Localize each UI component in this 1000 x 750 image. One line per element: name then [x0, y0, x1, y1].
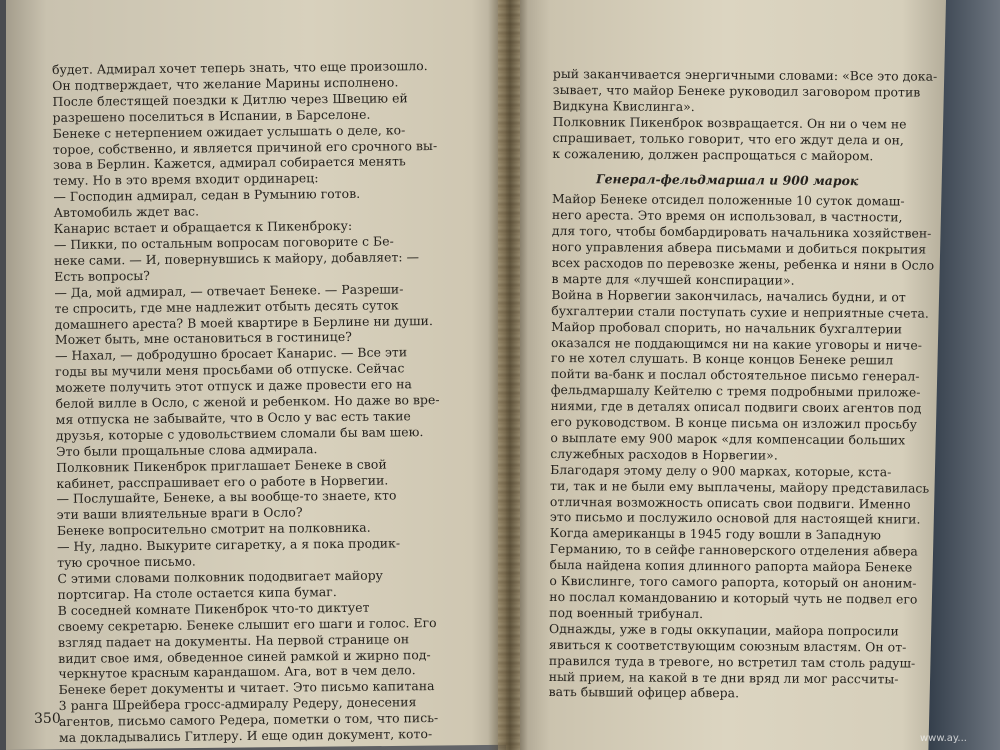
text-line: тую срочное письмо.	[57, 553, 196, 571]
text-line: Может быть, мне остановиться в гостинице?	[54, 329, 352, 348]
text-line: агентов, письмо самого Редера, пометки о том, что пись-	[58, 710, 439, 730]
text-line: фельдмаршалу Кейтелю с тремя подробными приложе-	[550, 382, 921, 400]
text-line: После блестящей поездки к Дитлю через Швецию ей	[52, 90, 408, 109]
text-line: Он подтверждает, что желание Марины исполнено.	[52, 74, 399, 93]
text-line: Автомобиль ждет вас.	[53, 203, 200, 221]
text-line: под военный трибунал.	[549, 604, 704, 621]
text-line: — Ну, ладно. Выкурите сигаретку, а я пока продик-	[56, 535, 401, 555]
text-line: С этими словами полковник пододвигает майору	[57, 567, 384, 586]
text-line: ного управления абвера письмами и добиться покрытия	[551, 239, 927, 257]
text-line: Майор Бенеке отсидел положенные 10 суток домаш-	[552, 191, 905, 209]
watermark: www.ay...	[920, 733, 967, 744]
text-line: Полковник Пикенброк возвращается. Он ни о чем не	[552, 113, 907, 132]
text-line: будет. Адмирал хочет теперь знать, что еще произошло.	[52, 58, 428, 77]
text-line: всех расходов по перевозке жены, ребенка и няни в Осло	[551, 254, 935, 273]
text-line: разрешено поселиться в Испании, в Барселоне.	[52, 106, 371, 125]
text-line: это письмо и послужило основой для настоящей книги.	[549, 509, 921, 528]
right-page-text-top	[552, 66, 938, 164]
text-line: — Послушайте, Бенеке, а вы вообще-то знаете, кто	[56, 487, 397, 507]
text-line: но послал командованию и который чуть не подвел его	[549, 588, 918, 607]
text-line: Видкуна Квислинга».	[552, 97, 695, 114]
text-line: кабинет, расспрашивает его о работе в Норвегии.	[56, 472, 389, 491]
text-line: друзья, которые с удовольствием сломали бы вам шею.	[55, 423, 424, 443]
text-line: Война в Норвегии закончилась, начались будни, и от	[551, 286, 906, 305]
text-line: — Нахал, — добродушно бросает Канарис. — Все эти	[54, 344, 408, 364]
text-line: Бенеке с нетерпением ожидает услышать о деле, ко-	[52, 121, 406, 141]
left-page-text	[52, 57, 489, 745]
text-line: ниями, где в деталях описал подвиги своих агентов под	[550, 398, 922, 416]
section-heading: Генерал-фельдмаршал и 900 марок	[595, 171, 859, 189]
text-line: тему. Но в это время входит ординарец:	[53, 170, 319, 189]
text-line: ма докладывались Гитлеру. И еще один документ, кото-	[58, 726, 433, 746]
text-line: видит свое имя, обведенное синей рамкой и жирно под-	[58, 646, 431, 666]
text-line: Когда американцы в 1945 году вошли в Западную	[549, 525, 882, 543]
text-line: — Пикки, по остальным вопросам поговорите с Бе-	[53, 233, 394, 252]
text-line: Германию, то в сейфе ганноверского отделения абвера	[549, 541, 918, 559]
text-line: зова в Берлин. Кажется, адмирал собирается менять	[52, 153, 406, 173]
text-line: спрашивает, только говорит, что его ждут дела и он,	[552, 129, 905, 148]
text-line: служебных расходов в Норвегии».	[550, 445, 778, 463]
text-line: вать бывший офицер абвера.	[548, 684, 740, 701]
text-line: в марте для «лучшей конспирации».	[551, 270, 795, 288]
text-line: те спросить, где мне надлежит отбыть десять суток	[54, 296, 399, 316]
text-line: портсигар. На столе остается кипа бумаг.	[57, 583, 337, 602]
text-line: годы вы мучили меня просьбами об отпуске. Сейчас	[55, 360, 405, 380]
text-line: явиться к соответствующим союзным властям. Он от-	[548, 636, 907, 655]
text-line: Это были прощальные слова адмирала.	[55, 440, 318, 459]
text-line: Майор пробовал спорить, но начальник бухгалтерии	[551, 318, 903, 337]
text-line: Есть вопросы?	[54, 267, 151, 284]
text-line: — Да, мой адмирал, — отвечает Бенеке. — Разреши-	[54, 281, 404, 300]
text-line: домашнего ареста? В моей квартире в Берлине ни души.	[54, 312, 434, 332]
text-line: можете получить этот отпуск и даже провести его на	[55, 376, 413, 396]
text-line: отличная возможность описать свои подвиги. Именно	[549, 493, 911, 512]
text-line: его руководством. В конце письма он изложил просьбу	[550, 414, 918, 432]
text-line: зывает, что майор Бенеке руководил заговором против	[552, 81, 921, 100]
right-page-text-bottom	[548, 191, 935, 702]
text-line: правился туда в тревоге, но встретил там столь радуш-	[548, 652, 916, 671]
text-line: эти ваши влиятельные враги в Осло?	[56, 504, 303, 523]
text-line: для того, чтобы бомбардировать начальника хозяйствен-	[551, 223, 932, 241]
text-line: рый заканчивается энергичными словами: «Все это дока-	[552, 66, 938, 84]
text-line: своему секретарю. Бенеке слышит его шаги и голос. Его	[57, 614, 437, 634]
text-line: неке сами. — И, повернувшись к майору, добавляет: —	[53, 249, 420, 268]
text-line: о выплате ему 900 марок «для компенсации больших	[550, 429, 906, 448]
text-line: Полковник Пикенброк приглашает Бенеке в свой	[56, 456, 387, 475]
text-line: — Господин адмирал, седан в Румынию готов.	[53, 186, 361, 205]
right-page-text	[548, 66, 938, 703]
text-line: Бенеке вопросительно смотрит на полковника.	[56, 519, 371, 539]
text-line: Бенеке берет документы и читает. Это письмо капитана	[58, 678, 435, 698]
text-line: бухгалтерии стали поступать сухие и неприятные счета.	[551, 302, 929, 321]
text-line: ный прием, на какой в те дни вряд ли мог рассчиты-	[548, 668, 899, 686]
text-line: оказался не поддающимся ни на какие уговоры и ниче-	[551, 334, 923, 353]
text-line: Однажды, уже в годы оккупации, майора попросили	[549, 620, 899, 639]
text-line: торое, собственно, и является причиной его срочного вы-	[52, 137, 438, 157]
text-line: черкнутое красным карандашом. Ага, вот в чем дело.	[58, 662, 416, 682]
text-line: о Квислинге, того самого рапорта, который он аноним-	[549, 573, 917, 591]
text-line: 3 ранга Шрейбера гросс-адмиралу Редеру, донесения	[58, 694, 417, 714]
text-line: белой вилле в Осло, с женой и ребенком. Но даже во вре-	[55, 391, 440, 412]
text-line: него ареста. Это время он использовал, в частности,	[551, 207, 903, 225]
text-line: го не хотел слушать. В конце концов Бенеке решил	[550, 350, 894, 368]
text-line: мя отпуска не забывайте, что в Осло у вас есть такие	[55, 408, 411, 427]
text-line: ти, так и не были ему выплачены, майору представилась	[550, 477, 930, 496]
text-line: В соседней комнате Пикенброк что-то диктует	[57, 599, 370, 618]
page-number: 350	[34, 711, 61, 727]
text-line: Благодаря этому делу о 900 марках, которые, кста-	[550, 461, 892, 480]
text-line: пойти ва-банк и послал обстоятельное письмо генерал-	[550, 366, 920, 384]
text-line: была найдена копия длинного рапорта майора Бенеке	[549, 557, 913, 575]
text-line: к сожалению, должен распрощаться с майором.	[552, 145, 874, 163]
text-line: Канарис встает и обращается к Пикенброку:	[53, 217, 353, 237]
book-gutter-shadow	[488, 0, 528, 750]
text-line: взгляд падает на документы. На первой странице он	[57, 630, 410, 650]
